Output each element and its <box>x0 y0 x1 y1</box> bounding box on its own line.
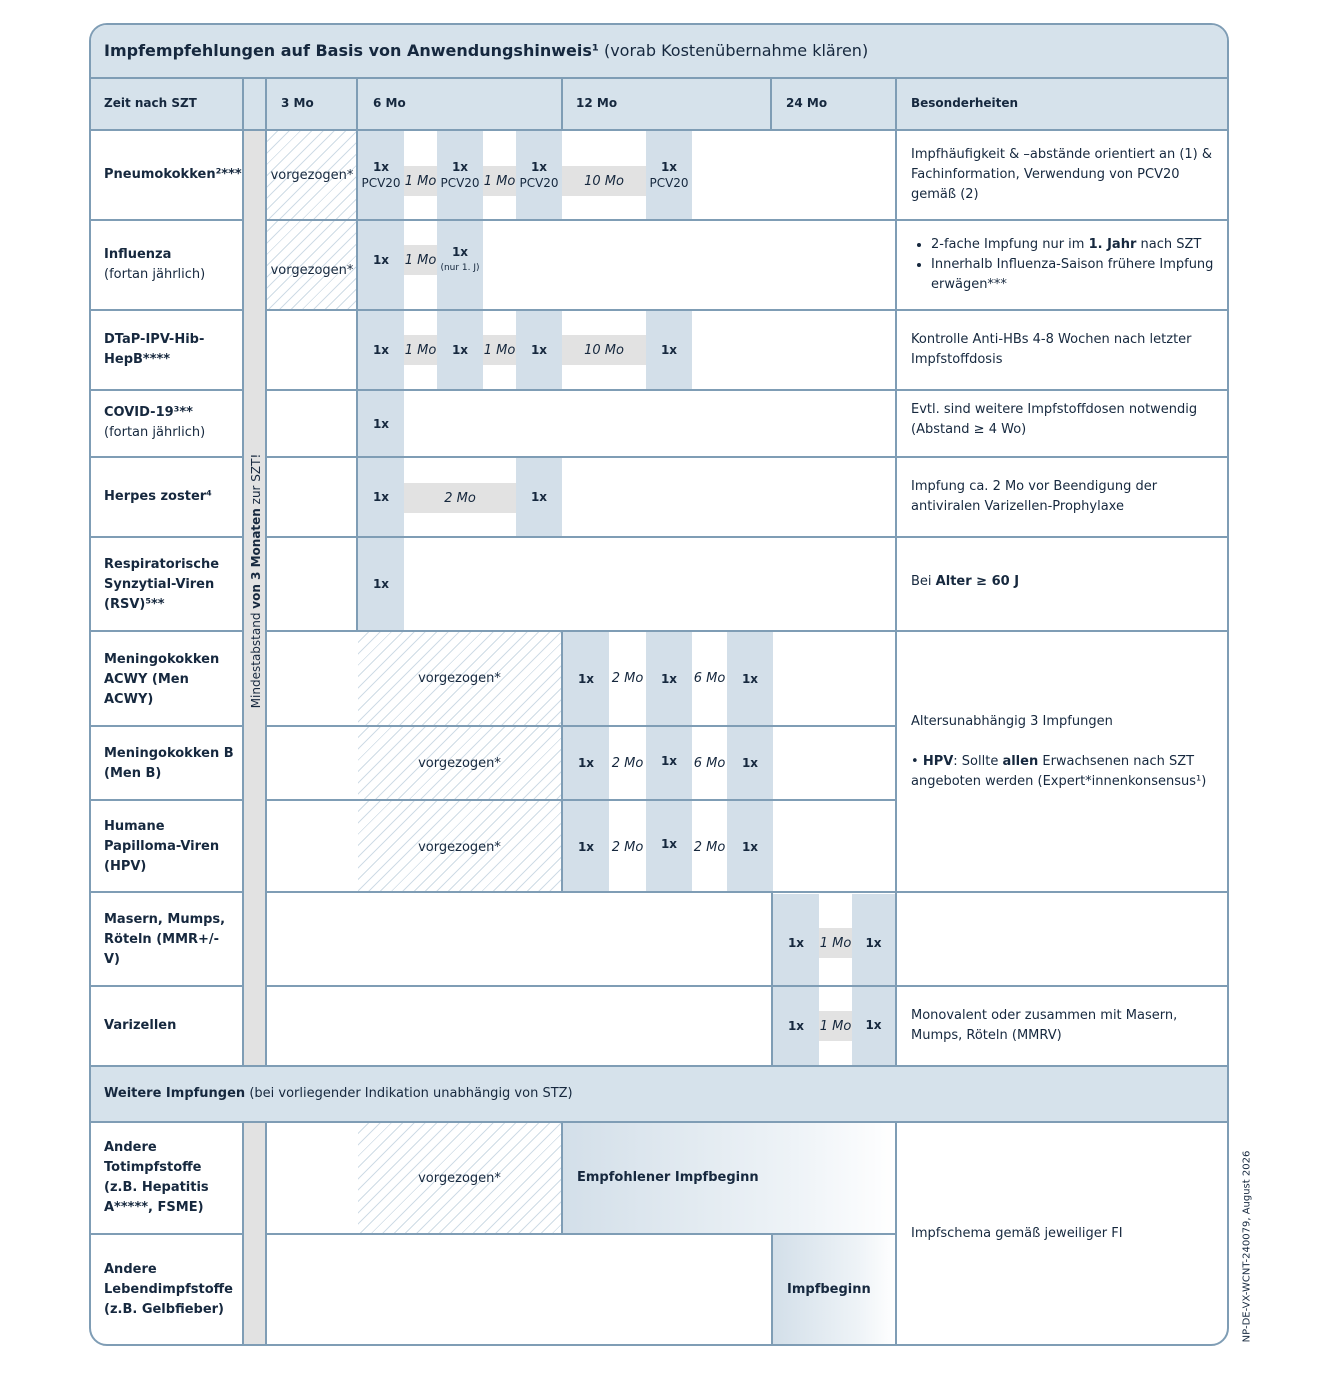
min-interval-label: Mindestabstand von 3 Monaten zur SZT! <box>249 453 263 709</box>
dose: 1x <box>530 343 548 357</box>
row-label-influenza: Influenza (fortan jährlich) <box>104 247 206 282</box>
note-herpes: Impfung ca. 2 Mo vor Beendigung der antiviralen Varizellen-Prophylaxe <box>911 479 1158 514</box>
dose: 1x <box>372 416 390 431</box>
footer-code: NP-DE-VX-WCNT-240079, August 2026 <box>1241 1150 1253 1343</box>
dose: 1x <box>787 1019 805 1033</box>
dose: 1x <box>530 490 548 504</box>
row-label-mmr: Masern, Mumps, Röteln (MMR+/-V) <box>104 912 226 967</box>
early-label: vorgezogen* <box>418 671 501 686</box>
note-section2: Impfschema gemäß jeweiliger FI <box>911 1226 1123 1241</box>
interval-2mo: 2 Mo <box>444 490 476 506</box>
col-3mo: 3 Mo <box>281 96 314 110</box>
row-label-rsv: Respiratorische Synzytial-Viren (RSV)⁵** <box>104 557 220 612</box>
interval-1mo: 1 Mo <box>404 342 437 358</box>
row-label-varizellen: Varizellen <box>104 1018 177 1033</box>
row-label-menb: Meningokokken B (Men B) <box>104 746 234 781</box>
row-label-hpv: Humane Papilloma-Viren (HPV) <box>104 819 220 874</box>
note-varizellen: Monovalent oder zusammen mit Masern, Mumps, Röteln (MMRV) <box>911 1008 1178 1043</box>
title-bold: Impfempfehlungen auf Basis von Anwendungshinweis¹ <box>104 41 599 60</box>
dose: 1x <box>577 840 595 854</box>
dose: 1x <box>660 343 678 357</box>
early-label: vorgezogen* <box>418 755 501 771</box>
col-notes: Besonderheiten <box>911 96 1019 110</box>
recommended-start-label: Empfohlener Impfbeginn <box>577 1170 759 1185</box>
early-label: vorgezogen* <box>270 167 354 183</box>
interval-1mo: 1 Mo <box>819 1018 852 1034</box>
page-title <box>104 40 868 62</box>
interval-2mo: 2 Mo <box>611 839 644 855</box>
dose: 1x <box>372 577 390 591</box>
row-label-totimpfstoffe: Andere Totimpfstoffe (z.B. Hepatitis A*****, FSME) <box>104 1140 209 1215</box>
col-time: Zeit nach SZT <box>104 96 197 110</box>
row-label-pneumo: Pneumokokken²*** <box>104 167 242 182</box>
dose-pcv20: 1x PCV20 <box>440 160 480 190</box>
early-label: vorgezogen* <box>270 262 354 278</box>
col-6mo: 6 Mo <box>373 96 406 110</box>
interval-1mo: 1 Mo <box>819 935 852 951</box>
dose: 1x <box>660 754 678 768</box>
interval-2mo: 2 Mo <box>611 755 644 771</box>
dose: 1x <box>741 671 759 686</box>
interval-2mo: 2 Mo <box>611 671 644 686</box>
start-label: Impfbeginn <box>787 1282 871 1297</box>
dose-pcv20: 1x PCV20 <box>361 160 401 190</box>
early-label: vorgezogen* <box>418 1170 501 1186</box>
dose: 1x <box>372 253 390 267</box>
dose: 1x <box>660 671 678 686</box>
note-influenza: • 2-fache Impfung nur im 1. Jahr nach SZT • Innerhalb Influenza-Saison frühere Impfung erwägen*** <box>911 235 1216 295</box>
note-covid: Evtl. sind weitere Impfstoffdosen notwendig (Abstand ≥ 4 Wo) <box>911 402 1198 437</box>
interval-10mo: 10 Mo <box>584 342 624 358</box>
note-pneumo: Impfhäufigkeit & –abstände orientiert an (1) & Fachinformation, Verwendung von PCV20 gemäß (2) <box>911 147 1213 202</box>
dose: 1x <box>451 343 469 357</box>
interval-1mo: 1 Mo <box>404 252 437 268</box>
interval-10mo: 10 Mo <box>584 173 624 189</box>
dose: 1x <box>372 343 390 357</box>
row-label-covid: COVID-19³** (fortan jährlich) <box>104 405 206 440</box>
column-header-band <box>91 79 1227 129</box>
dose: 1x <box>372 490 390 504</box>
dose: 1x <box>577 671 595 686</box>
interval-6mo: 6 Mo <box>693 671 726 686</box>
interval-1mo: 1 Mo <box>483 173 516 189</box>
interval-2mo: 2 Mo <box>693 839 726 855</box>
row-label-herpes: Herpes zoster⁴ <box>104 489 212 504</box>
dose: 1x <box>741 840 759 854</box>
note-group: Altersunabhängig 3 Impfungen • HPV: Sollte allen Erwachsenen nach SZT angeboten werden (Expert*innenkonsensus¹) <box>911 714 1207 789</box>
dose-pcv20: 1x PCV20 <box>519 160 559 190</box>
title-rest: (vorab Kostenübernahme klären) <box>603 41 869 60</box>
dose: 1x <box>865 935 882 950</box>
col-24mo: 24 Mo <box>786 96 828 110</box>
note-rsv: Bei Alter ≥ 60 J <box>911 574 1020 589</box>
dose: 1x <box>865 1018 882 1032</box>
col-12mo: 12 Mo <box>576 96 618 110</box>
dose-first-year: 1x (nur 1. J) <box>440 245 480 273</box>
dose: 1x <box>577 756 595 770</box>
interval-1mo: 1 Mo <box>404 173 437 189</box>
interval-6mo: 6 Mo <box>693 755 726 771</box>
dose-pcv20: 1x PCV20 <box>649 160 689 190</box>
row-label-menacwy: Meningokokken ACWY (Men ACWY) <box>104 652 220 707</box>
interval-1mo: 1 Mo <box>483 342 516 358</box>
dose: 1x <box>787 935 805 950</box>
dose: 1x <box>660 837 678 851</box>
note-dtap: Kontrolle Anti-HBs 4-8 Wochen nach letzter Impfstoffdosis <box>911 332 1192 367</box>
dose: 1x <box>741 756 759 770</box>
section2-title: Weitere Impfungen (bei vorliegender Indikation unabhängig von STZ) <box>104 1086 573 1101</box>
row-label-lebendimpfstoffe: Andere Lebendimpfstoffe (z.B. Gelbfieber) <box>104 1262 233 1317</box>
row-label-dtap: DTaP-IPV-Hib-HepB**** <box>104 332 205 367</box>
early-label: vorgezogen* <box>418 839 501 855</box>
